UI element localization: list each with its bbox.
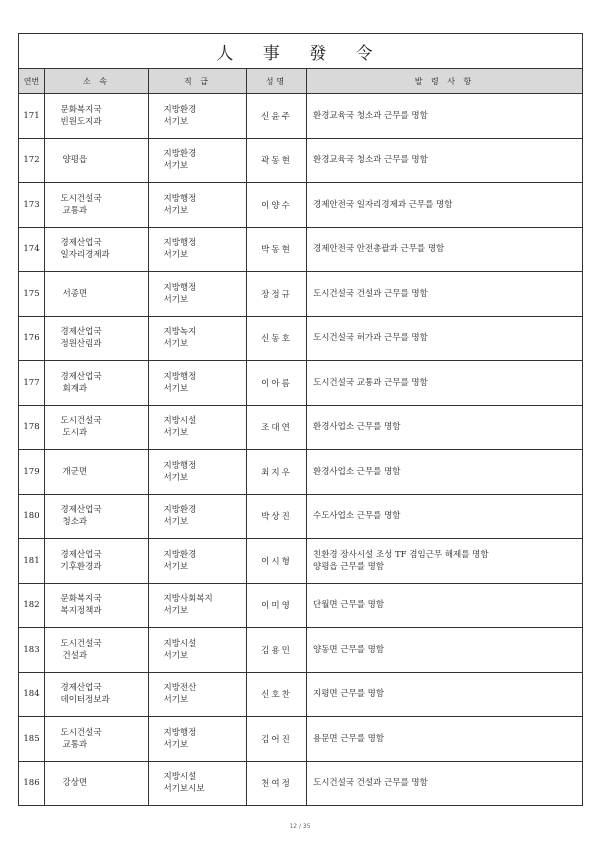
row-name: 이양수	[247, 183, 307, 228]
row-grade	[149, 138, 247, 183]
row-detail	[307, 227, 583, 272]
grade-line: 지방환경	[163, 505, 197, 516]
grade-line: 지방행정	[163, 193, 197, 204]
grade-line: 서기보	[163, 517, 189, 528]
row-no: 179	[19, 450, 45, 495]
row-grade	[149, 272, 247, 317]
org-line: 개군면	[62, 466, 88, 477]
row-name: 이미영	[247, 583, 307, 628]
grade-line: 지방행정	[163, 460, 197, 471]
org-line: 강상면	[62, 778, 88, 789]
detail-line: 환경사업소 근무를 명함	[313, 466, 401, 477]
appointment-table	[18, 33, 583, 806]
org-line: 건설과	[62, 650, 88, 661]
table-row	[19, 717, 583, 762]
row-org	[45, 272, 149, 317]
row-detail	[307, 316, 583, 361]
detail-line: 용문면 근무를 명함	[313, 733, 385, 744]
table-row	[19, 361, 583, 406]
detail-line: 환경교육국 청소과 근무를 명함	[313, 155, 428, 166]
row-detail	[307, 272, 583, 317]
org-line: 경제산업국	[60, 683, 102, 694]
detail-line: 경제안전국 안전총괄과 근무를 명함	[313, 244, 445, 255]
row-name: 신호찬	[247, 672, 307, 717]
row-grade	[149, 316, 247, 361]
row-org	[45, 672, 149, 717]
row-grade	[149, 183, 247, 228]
grade-line: 서기보	[163, 739, 189, 750]
org-line: 복지정책과	[60, 606, 102, 617]
row-no: 172	[19, 138, 45, 183]
grade-line: 서기보	[163, 294, 189, 305]
grade-line: 서기보	[163, 428, 189, 439]
row-detail	[307, 450, 583, 495]
detail-line: 환경사업소 근무를 명함	[313, 422, 401, 433]
row-detail	[307, 494, 583, 539]
detail-line: 경제안전국 일자리경제과 근무를 명함	[313, 199, 453, 210]
table-row	[19, 539, 583, 584]
row-detail	[307, 539, 583, 584]
row-grade	[149, 405, 247, 450]
org-line: 회계과	[62, 383, 88, 394]
detail-line: 환경교육국 청소과 근무를 명함	[313, 110, 428, 121]
table-row	[19, 761, 583, 806]
row-grade	[149, 361, 247, 406]
row-no: 185	[19, 717, 45, 762]
detail-line: 양동면 근무를 명함	[313, 644, 385, 655]
table-row	[19, 628, 583, 673]
org-line: 경제산업국	[60, 505, 102, 516]
table-row	[19, 316, 583, 361]
grade-line: 서기보	[163, 250, 189, 261]
row-detail	[307, 628, 583, 673]
table-row	[19, 450, 583, 495]
grade-line: 지방녹지	[163, 327, 197, 338]
row-name: 천여정	[247, 761, 307, 806]
row-detail	[307, 405, 583, 450]
detail-line: 도시건설국 교통과 근무를 명함	[313, 377, 428, 388]
detail-line: 친환경 장사시설 조성 TF 겸임근무 해제를 명함	[313, 549, 489, 560]
grade-line: 지방환경	[163, 149, 197, 160]
row-org	[45, 227, 149, 272]
org-line: 서종면	[62, 288, 88, 299]
row-no: 184	[19, 672, 45, 717]
grade-line: 서기보	[163, 116, 189, 127]
table-row	[19, 405, 583, 450]
org-line: 정원산림과	[60, 339, 102, 350]
row-name: 김어진	[247, 717, 307, 762]
grade-line: 지방시설	[163, 416, 197, 427]
document-title: 人 事 發 令	[19, 34, 583, 69]
page-number: 12 / 35	[289, 823, 311, 830]
table-row	[19, 138, 583, 183]
grade-line: 서기보	[163, 205, 189, 216]
row-name: 곽동현	[247, 138, 307, 183]
row-detail	[307, 583, 583, 628]
row-grade	[149, 628, 247, 673]
row-org	[45, 450, 149, 495]
header-name: 성명	[247, 69, 307, 94]
detail-line: 도시건설국 허가과 근무를 명함	[313, 333, 428, 344]
row-detail	[307, 361, 583, 406]
row-org	[45, 138, 149, 183]
row-org	[45, 405, 149, 450]
table-row	[19, 272, 583, 317]
org-line: 경제산업국	[60, 327, 102, 338]
row-name: 이시형	[247, 539, 307, 584]
row-name: 박상진	[247, 494, 307, 539]
grade-line: 서기보	[163, 339, 189, 350]
row-detail	[307, 94, 583, 139]
table-row	[19, 672, 583, 717]
grade-line: 지방행정	[163, 282, 197, 293]
grade-line: 지방행정	[163, 371, 197, 382]
row-name: 최지우	[247, 450, 307, 495]
table-row	[19, 183, 583, 228]
row-detail	[307, 183, 583, 228]
row-no: 186	[19, 761, 45, 806]
row-org	[45, 628, 149, 673]
row-grade	[149, 539, 247, 584]
grade-line: 서기보시보	[163, 784, 205, 795]
header-no: 연번	[19, 69, 45, 94]
org-line: 도시건설국	[60, 416, 102, 427]
row-org	[45, 717, 149, 762]
row-org	[45, 761, 149, 806]
org-line: 경제산업국	[60, 238, 102, 249]
org-line: 데이터정보과	[60, 695, 110, 706]
row-no: 175	[19, 272, 45, 317]
row-no: 171	[19, 94, 45, 139]
row-no: 177	[19, 361, 45, 406]
row-grade	[149, 94, 247, 139]
header-row	[19, 69, 583, 94]
table-body	[19, 94, 583, 806]
detail-line: 도시건설국 건설과 근무를 명함	[313, 288, 428, 299]
row-no: 178	[19, 405, 45, 450]
grade-line: 지방행정	[163, 727, 197, 738]
row-org	[45, 316, 149, 361]
grade-line: 서기보	[163, 383, 189, 394]
detail-line: 지평면 근무를 명함	[313, 689, 385, 700]
row-org	[45, 183, 149, 228]
org-line: 양평읍	[62, 155, 88, 166]
org-line: 도시건설국	[60, 727, 102, 738]
detail-line: 도시건설국 건설과 근무를 명함	[313, 778, 428, 789]
detail-line: 수도사업소 근무를 명함	[313, 511, 401, 522]
detail-line: 양평읍 근무를 명함	[313, 561, 385, 572]
grade-line: 서기보	[163, 472, 189, 483]
grade-line: 서기보	[163, 561, 189, 572]
row-name: 신윤주	[247, 94, 307, 139]
grade-line: 지방행정	[163, 238, 197, 249]
table-row	[19, 494, 583, 539]
header-detail: 발 령 사 항	[307, 69, 583, 94]
row-name: 신동호	[247, 316, 307, 361]
row-name: 김용민	[247, 628, 307, 673]
row-no: 173	[19, 183, 45, 228]
row-org	[45, 94, 149, 139]
grade-line: 지방환경	[163, 104, 197, 115]
row-name: 박동현	[247, 227, 307, 272]
org-line: 경제산업국	[60, 549, 102, 560]
org-line: 교통과	[62, 205, 88, 216]
table-row	[19, 227, 583, 272]
detail-line: 단월면 근무를 명함	[313, 600, 385, 611]
grade-line: 서기보	[163, 650, 189, 661]
row-detail	[307, 138, 583, 183]
org-line: 청소과	[62, 517, 88, 528]
row-org	[45, 583, 149, 628]
grade-line: 지방전산	[163, 683, 197, 694]
org-line: 경제산업국	[60, 371, 102, 382]
org-line: 도시과	[62, 428, 88, 439]
row-grade	[149, 761, 247, 806]
row-no: 182	[19, 583, 45, 628]
table-row	[19, 583, 583, 628]
row-no: 180	[19, 494, 45, 539]
appointment-sheet	[18, 33, 582, 806]
row-org	[45, 361, 149, 406]
grade-line: 지방환경	[163, 549, 197, 560]
grade-line: 서기보	[163, 695, 189, 706]
header-org: 소 속	[45, 69, 149, 94]
row-name: 조대연	[247, 405, 307, 450]
row-grade	[149, 717, 247, 762]
header-grade: 직 급	[149, 69, 247, 94]
row-grade	[149, 494, 247, 539]
org-line: 도시건설국	[60, 638, 102, 649]
org-line: 문화복지국	[60, 594, 102, 605]
grade-line: 지방시설	[163, 638, 197, 649]
row-grade	[149, 227, 247, 272]
table-row	[19, 94, 583, 139]
org-line: 기후환경과	[60, 561, 102, 572]
row-no: 183	[19, 628, 45, 673]
row-name: 이아름	[247, 361, 307, 406]
org-line: 빈원도지과	[60, 116, 102, 127]
org-line: 문화복지국	[60, 104, 102, 115]
org-line: 도시건설국	[60, 193, 102, 204]
grade-line: 지방사회복지	[163, 594, 213, 605]
row-org	[45, 539, 149, 584]
row-detail	[307, 761, 583, 806]
row-name: 장정규	[247, 272, 307, 317]
org-line: 일자리경제과	[60, 250, 110, 261]
row-org	[45, 494, 149, 539]
row-grade	[149, 450, 247, 495]
grade-line: 서기보	[163, 161, 189, 172]
row-no: 176	[19, 316, 45, 361]
grade-line: 지방시설	[163, 772, 197, 783]
row-no: 181	[19, 539, 45, 584]
row-grade	[149, 583, 247, 628]
grade-line: 서기보	[163, 606, 189, 617]
row-grade	[149, 672, 247, 717]
row-detail	[307, 672, 583, 717]
row-no: 174	[19, 227, 45, 272]
org-line: 교통과	[62, 739, 88, 750]
row-detail	[307, 717, 583, 762]
